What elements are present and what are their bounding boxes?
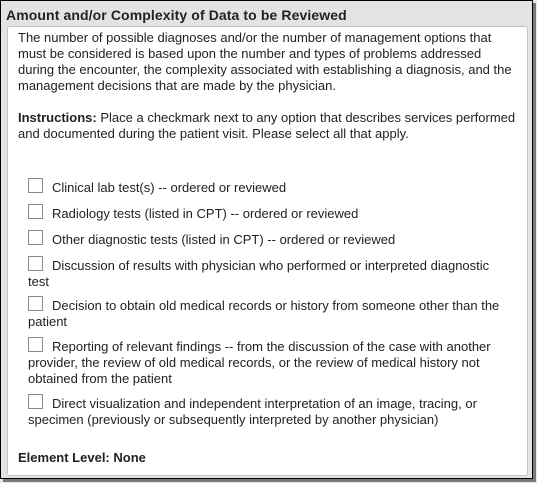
option-label: Other diagnostic tests (listed in CPT) -- ordered or reviewed: [52, 232, 396, 247]
checkbox-other-diagnostic[interactable]: [28, 230, 43, 245]
checkbox-radiology[interactable]: [28, 204, 43, 219]
checkbox-reporting-findings[interactable]: [28, 337, 43, 352]
option-label: Decision to obtain old medical records or history from someone other than the patient: [28, 298, 500, 329]
option-label: Discussion of results with physician who performed or interpreted diagnostic test: [28, 258, 490, 289]
option-old-records[interactable]: [28, 296, 508, 330]
option-other-diagnostic[interactable]: [28, 230, 508, 248]
element-level: Element Level: None: [18, 450, 146, 465]
section-title: Amount and/or Complexity of Data to be Reviewed: [6, 7, 347, 23]
option-reporting-findings[interactable]: [28, 337, 508, 387]
instructions-body: Place a checkmark next to any option that describes services performed and documented during the patient visit. Please select all that apply.: [18, 110, 516, 141]
option-label: Clinical lab test(s) -- ordered or reviewed: [52, 180, 287, 195]
option-clinical-lab[interactable]: [28, 178, 508, 196]
instructions-label: Instructions:: [18, 110, 97, 125]
content-panel: [7, 26, 528, 476]
option-label: Direct visualization and independent interpretation of an image, tracing, or specimen (previously or subsequently interpreted by another physician): [28, 396, 477, 427]
checkbox-clinical-lab[interactable]: [28, 178, 43, 193]
checkbox-old-records[interactable]: [28, 296, 43, 311]
option-label: Reporting of relevant findings -- from the discussion of the case with another provider, the review of old medical records, or the review of medical history not obtained from the patient: [28, 339, 491, 386]
instructions-text: [18, 110, 518, 142]
option-direct-visualization[interactable]: [28, 394, 508, 428]
option-radiology[interactable]: [28, 204, 508, 222]
checkbox-direct-visualization[interactable]: [28, 394, 43, 409]
checkbox-discussion-results[interactable]: [28, 256, 43, 271]
option-label: Radiology tests (listed in CPT) -- ordered or reviewed: [52, 206, 359, 221]
option-discussion-results[interactable]: [28, 256, 508, 290]
intro-text: The number of possible diagnoses and/or the number of management options that must be considered is based upon the number and types of problems addressed during the encounter, the complexity associated with establishing a diagnosis, and the management decisions that are made by the physician.: [18, 30, 512, 93]
